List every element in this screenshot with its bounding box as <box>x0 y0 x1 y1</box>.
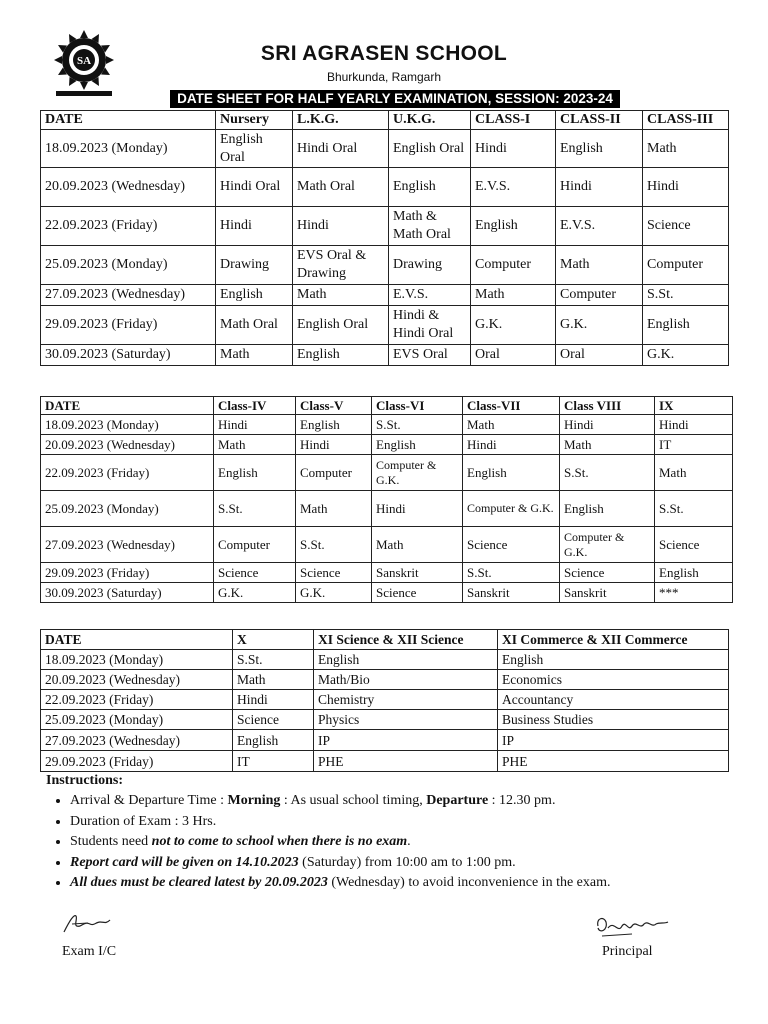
table-cell: English <box>556 130 643 168</box>
table-cell: IP <box>314 730 498 751</box>
instruction-emphasis: All dues must be cleared latest by 20.09.2023 <box>70 875 328 890</box>
table-cell: Math <box>463 415 560 435</box>
table-row <box>41 306 729 345</box>
header-class-6: Class-VI <box>372 397 463 415</box>
table-cell: Hindi Oral <box>216 168 293 207</box>
date-sheet-table-junior <box>40 110 729 366</box>
cell-date: 27.09.2023 (Wednesday) <box>41 730 233 751</box>
table-cell: IT <box>655 435 733 455</box>
table-row <box>41 435 733 455</box>
instruction-text: (Saturday) from 10:00 am to 1:00 pm. <box>298 854 516 870</box>
table-cell: Hindi <box>463 435 560 455</box>
instruction-text: : 12.30 pm. <box>488 793 556 808</box>
table-cell: Hindi <box>296 435 372 455</box>
instruction-no-exam <box>70 832 726 853</box>
table-cell: Sanskrit <box>372 563 463 583</box>
table-cell: Math <box>214 435 296 455</box>
table-cell: EVS Oral <box>389 345 471 366</box>
table-cell: Chemistry <box>314 690 498 710</box>
table-cell: *** <box>655 583 733 603</box>
table-row <box>41 583 733 603</box>
table-cell: Science <box>643 207 729 246</box>
table-cell: Computer <box>643 246 729 285</box>
cell-date: 18.09.2023 (Monday) <box>41 130 216 168</box>
table-cell: Computer <box>471 246 556 285</box>
table-cell: E.V.S. <box>556 207 643 246</box>
table-cell: Science <box>463 527 560 563</box>
table-cell: Hindi <box>655 415 733 435</box>
table-row <box>41 730 729 751</box>
principal-signature <box>592 912 672 942</box>
table-row <box>41 455 733 491</box>
table-cell: S.St. <box>233 650 314 670</box>
table-cell: Math Oral <box>216 306 293 345</box>
table-cell: English <box>655 563 733 583</box>
table-cell: Hindi & Hindi Oral <box>389 306 471 345</box>
table-cell: Math <box>556 246 643 285</box>
cell-date: 22.09.2023 (Friday) <box>41 455 214 491</box>
cell-date: 30.09.2023 (Saturday) <box>41 583 214 603</box>
table-cell: Computer & G.K. <box>560 527 655 563</box>
table-cell: S.St. <box>214 491 296 527</box>
table-cell: English <box>233 730 314 751</box>
table-row <box>41 415 733 435</box>
table-cell: G.K. <box>643 345 729 366</box>
cell-date: 27.09.2023 (Wednesday) <box>41 527 214 563</box>
table-cell: Science <box>372 583 463 603</box>
table-cell: Math/Bio <box>314 670 498 690</box>
header-science-stream: XI Science & XII Science <box>314 630 498 650</box>
cell-date: 27.09.2023 (Wednesday) <box>41 285 216 306</box>
instruction-bold: Departure <box>426 793 489 808</box>
cell-date: 20.09.2023 (Wednesday) <box>41 168 216 207</box>
table-cell: English Oral <box>216 130 293 168</box>
exam-ic-signature <box>60 910 120 938</box>
cell-date: 25.09.2023 (Monday) <box>41 710 233 730</box>
table-header-row <box>41 630 729 650</box>
cell-date: 20.09.2023 (Wednesday) <box>41 435 214 455</box>
table-cell: Math <box>655 455 733 491</box>
table-cell: English <box>216 285 293 306</box>
table-cell: Hindi <box>643 168 729 207</box>
table-cell: E.V.S. <box>471 168 556 207</box>
table-cell: English <box>293 345 389 366</box>
table-cell: Math <box>293 285 389 306</box>
table-cell: Math <box>643 130 729 168</box>
header-class-7: Class-VII <box>463 397 560 415</box>
table-cell: Oral <box>471 345 556 366</box>
table-cell: Science <box>655 527 733 563</box>
table-cell: Physics <box>314 710 498 730</box>
cell-date: 25.09.2023 (Monday) <box>41 246 216 285</box>
table-cell: EVS Oral & Drawing <box>293 246 389 285</box>
table-cell: G.K. <box>296 583 372 603</box>
table-cell: PHE <box>314 751 498 772</box>
table-cell: IT <box>233 751 314 772</box>
table-cell: Science <box>233 710 314 730</box>
header-date: DATE <box>41 630 233 650</box>
table-row <box>41 246 729 285</box>
table-cell: PHE <box>498 751 729 772</box>
cell-date: 29.09.2023 (Friday) <box>41 751 233 772</box>
exam-ic-label: Exam I/C <box>62 944 117 959</box>
instruction-emphasis: not to come to school when there is no exam <box>151 834 408 849</box>
table-cell: Hindi <box>214 415 296 435</box>
cell-date: 29.09.2023 (Friday) <box>41 563 214 583</box>
table-cell: English <box>560 491 655 527</box>
table-cell: G.K. <box>471 306 556 345</box>
header-class-9: IX <box>655 397 733 415</box>
table-cell: S.St. <box>560 455 655 491</box>
school-name: SRI AGRASEN SCHOOL <box>260 42 508 65</box>
table-cell: Hindi <box>216 207 293 246</box>
table-cell: Hindi <box>471 130 556 168</box>
instructions-list <box>46 791 726 894</box>
table-header-row <box>41 397 733 415</box>
cell-date: 30.09.2023 (Saturday) <box>41 345 216 366</box>
table-row <box>41 207 729 246</box>
table-cell: Computer <box>296 455 372 491</box>
table-cell: G.K. <box>556 306 643 345</box>
instruction-text: . <box>407 834 411 849</box>
table-cell: Hindi Oral <box>293 130 389 168</box>
date-sheet-table-middle <box>40 396 733 603</box>
table-cell: G.K. <box>214 583 296 603</box>
table-cell: Drawing <box>389 246 471 285</box>
instruction-text: Arrival & Departure Time : <box>70 793 228 808</box>
table-cell: IP <box>498 730 729 751</box>
table-cell: Hindi <box>560 415 655 435</box>
table-row <box>41 670 729 690</box>
table-row <box>41 345 729 366</box>
header-class-2: CLASS-II <box>556 111 643 130</box>
instruction-duration: • Duration of Exam : 3 Hrs. <box>70 812 726 833</box>
instruction-report-card <box>70 853 726 874</box>
table-row <box>41 285 729 306</box>
table-cell: Drawing <box>216 246 293 285</box>
table-cell: Computer <box>556 285 643 306</box>
instruction-timing <box>70 791 726 812</box>
table-cell: Math <box>560 435 655 455</box>
table-cell: English Oral <box>389 130 471 168</box>
header-class-8: Class VIII <box>560 397 655 415</box>
table-cell: English <box>498 650 729 670</box>
school-location: Bhurkunda, Ramgarh <box>326 70 442 84</box>
table-cell: English <box>389 168 471 207</box>
instruction-dues <box>70 873 726 894</box>
cell-date: 22.09.2023 (Friday) <box>41 690 233 710</box>
table-cell: Hindi <box>372 491 463 527</box>
table-cell: S.St. <box>643 285 729 306</box>
table-cell: Hindi <box>293 207 389 246</box>
header-lkg: L.K.G. <box>293 111 389 130</box>
table-cell: Math <box>372 527 463 563</box>
table-row <box>41 563 733 583</box>
table-cell: Math <box>471 285 556 306</box>
header-class-5: Class-V <box>296 397 372 415</box>
table-row <box>41 130 729 168</box>
cell-date: 18.09.2023 (Monday) <box>41 415 214 435</box>
cell-date: 25.09.2023 (Monday) <box>41 491 214 527</box>
header-class-1: CLASS-I <box>471 111 556 130</box>
table-row <box>41 491 733 527</box>
instruction-emphasis: Report card will be given on 14.10.2023 <box>70 854 299 870</box>
header-class-3: CLASS-III <box>643 111 729 130</box>
table-row <box>41 751 729 772</box>
table-cell: English <box>214 455 296 491</box>
instruction-bold: Morning <box>227 793 281 808</box>
table-cell: English <box>643 306 729 345</box>
cell-date: 18.09.2023 (Monday) <box>41 650 233 670</box>
header-nursery: Nursery <box>216 111 293 130</box>
cell-date: 22.09.2023 (Friday) <box>41 207 216 246</box>
table-cell: E.V.S. <box>389 285 471 306</box>
table-cell: English <box>296 415 372 435</box>
table-cell: Math & Math Oral <box>389 207 471 246</box>
table-row <box>41 710 729 730</box>
table-cell: Hindi <box>233 690 314 710</box>
instruction-text: Students need <box>70 834 152 849</box>
date-sheet-table-senior <box>40 629 729 772</box>
cell-date: 29.09.2023 (Friday) <box>41 306 216 345</box>
table-cell: Science <box>296 563 372 583</box>
instructions-heading: Instructions: <box>46 773 124 788</box>
table-cell: Accountancy <box>498 690 729 710</box>
table-cell: Economics <box>498 670 729 690</box>
table-row <box>41 527 733 563</box>
table-cell: Computer & G.K. <box>463 491 560 527</box>
table-cell: Math <box>233 670 314 690</box>
cell-date: 20.09.2023 (Wednesday) <box>41 670 233 690</box>
table-cell: Sanskrit <box>463 583 560 603</box>
principal-label: Principal <box>602 944 653 959</box>
table-cell: English <box>314 650 498 670</box>
table-cell: Math <box>296 491 372 527</box>
table-cell: Oral <box>556 345 643 366</box>
table-cell: S.St. <box>372 415 463 435</box>
header-class-4: Class-IV <box>214 397 296 415</box>
table-cell: Business Studies <box>498 710 729 730</box>
instruction-text: : As usual school timing, <box>280 793 427 808</box>
table-row <box>41 168 729 207</box>
header-date: DATE <box>41 397 214 415</box>
table-header-row <box>41 111 729 130</box>
header-class-10: X <box>233 630 314 650</box>
instructions-section <box>46 772 726 894</box>
table-cell: English <box>463 455 560 491</box>
table-cell: English Oral <box>293 306 389 345</box>
instruction-text: (Wednesday) to avoid inconvenience in the exam. <box>327 875 611 890</box>
header-ukg: U.K.G. <box>389 111 471 130</box>
table-cell: Computer <box>214 527 296 563</box>
header-date: DATE <box>41 111 216 130</box>
date-sheet-title: DATE SHEET FOR HALF YEARLY EXAMINATION, SESSION: 2023-24 <box>170 90 620 108</box>
header-commerce-stream: XI Commerce & XII Commerce <box>498 630 729 650</box>
table-cell: Sanskrit <box>560 583 655 603</box>
table-row <box>41 690 729 710</box>
table-cell: Computer & G.K. <box>372 455 463 491</box>
svg-text:SA: SA <box>76 55 92 67</box>
table-cell: Math <box>216 345 293 366</box>
table-cell: S.St. <box>463 563 560 583</box>
table-cell: Science <box>214 563 296 583</box>
table-row <box>41 650 729 670</box>
table-cell: English <box>372 435 463 455</box>
table-cell: S.St. <box>655 491 733 527</box>
table-cell: Math Oral <box>293 168 389 207</box>
table-cell: English <box>471 207 556 246</box>
table-cell: Hindi <box>556 168 643 207</box>
table-cell: Science <box>560 563 655 583</box>
table-cell: S.St. <box>296 527 372 563</box>
